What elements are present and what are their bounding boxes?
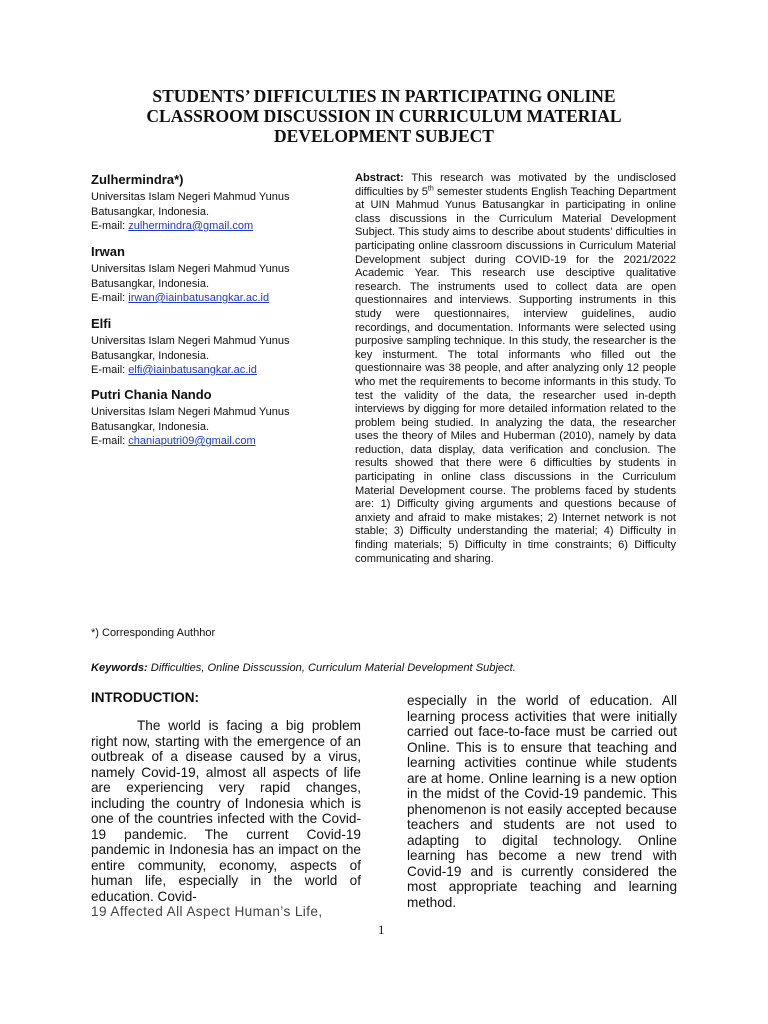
author-block (91, 316, 290, 378)
author-block (91, 387, 290, 449)
author-location: Batusangkar, Indonesia. (91, 205, 210, 218)
author-block (91, 244, 290, 306)
title-line-3: DEVELOPMENT SUBJECT (274, 126, 494, 146)
author-email-line (91, 219, 290, 234)
author-email-line (91, 363, 290, 378)
author-affiliation: Universitas Islam Negeri Mahmud Yunus (91, 335, 290, 347)
author-block (91, 172, 290, 234)
page-number: 1 (378, 922, 385, 937)
author-name: Irwan (91, 244, 125, 259)
author-affiliation: Universitas Islam Negeri Mahmud Yunus (91, 191, 290, 203)
email-label: E-mail: (91, 364, 129, 376)
author-affiliation: Universitas Islam Negeri Mahmud Yunus (91, 406, 290, 418)
email-label: E-mail: (91, 220, 129, 232)
author-email-link[interactable]: zulhermindra@gmail.com (128, 220, 254, 232)
author-name: Zulhermindra*) (91, 172, 184, 187)
author-location: Batusangkar, Indonesia. (91, 277, 210, 290)
abstract-text-rest: semester students English Teaching Department at UIN Mahmud Yunus Batusangkar in participating in online class discussions in the Curriculum Material Development Subject. This study aims to describe about students’ difficulties in participating online classroom discussions in Curriculum Material Development subject during COVID-19 for the 2021/2022 Academic Year. This research use desciptive qualitative research. The instruments used to collect data are open questionnaires and interviews. Supporting instruments in this study were questionnaires, interview guidelines, audio recordings, and documentation. Informants were selected using purposive sampling technique. In this study, the researcher is the key insturment. The total informants who filled out the questionnaire was 38 people, and after analyzing only 12 people who met the requirements to become informants in this study. To test the validity of the data, the researcher used in-depth interviews by digging for more detailed information related to the problem being studied. In analyzing the data, the researcher uses the theory of Miles and Huberman (2010), namely by data reduction, data display, data verification and conclusion. The results showed that there were 6 difficulties by students in participating in online class discussions in the Curriculum Material Development course. The problems faced by students are: 1) Difficulty giving arguments and questions because of anxiety and afraid to make mistakes; 2) Internet network is not stable; 3) Difficulty understanding the material; 4) Difficulty in finding materials; 5) Difficulty in time constraints; 6) Difficulty communicating and sharing. (355, 185, 676, 565)
abstract-text-start: This research was motivated by the undisclosed difficulties by 5 (355, 172, 676, 198)
section-heading-introduction: INTRODUCTION: (91, 690, 199, 705)
email-label: E-mail: (91, 292, 129, 304)
email-label: E-mail: (91, 435, 129, 447)
author-location: Batusangkar, Indonesia. (91, 349, 210, 362)
author-email-line (91, 434, 290, 449)
author-name: Elfi (91, 316, 112, 331)
keywords-label: Keywords: (91, 662, 148, 674)
paper-title (95, 86, 673, 146)
author-affiliation: Universitas Islam Negeri Mahmud Yunus (91, 263, 290, 275)
ordinal-superscript: th (427, 184, 434, 192)
keywords (91, 662, 691, 674)
corresponding-author-note: *) Corresponding Authhor (91, 627, 216, 639)
author-email-link[interactable]: elfi@iainbatusangkar.ac.id (128, 364, 257, 376)
abstract-label: Abstract: (355, 172, 404, 184)
introduction-right-column (407, 693, 677, 910)
author-email-link[interactable]: irwan@iainbatusangkar.ac.id (128, 292, 270, 304)
introduction-paragraph: The world is facing a big problem right now, starting with the emergence of an outbreak of a disease caused by a virus, namely Covid-19, almost all aspects of life are experiencing very rapid changes, including the country of Indonesia which is one of the countries infected with the Covid-19 pandemic. The current Covid-19 pandemic in Indonesia has an impact on the entire community, economy, aspects of human life, especially in the world of education. Covid- (91, 718, 361, 904)
introduction-cut-line: 19 Affected All Aspect Human’s Life, (91, 904, 323, 919)
title-line-1: STUDENTS’ DIFFICULTIES IN PARTICIPATING ONLINE (152, 86, 616, 106)
introduction-paragraph-continued: especially in the world of education. All learning process activities that were initially carried out face-to-face must be carried out Online. This is to ensure that teaching and learning activities continue while students are at home. Online learning is a new option in the midst of the Covid-19 pandemic. This phenomenon is not easily accepted because teachers and students are not used to adapting to digital technology. Online learning has become a new trend with Covid-19 and is currently considered the most appropriate teaching and learning method. (407, 693, 677, 910)
author-location: Batusangkar, Indonesia. (91, 420, 210, 433)
author-email-line (91, 291, 290, 306)
abstract (355, 172, 676, 566)
author-name: Putri Chania Nando (91, 387, 212, 402)
introduction-left-column (91, 718, 361, 920)
author-email-link[interactable]: chaniaputri09@gmail.com (128, 435, 256, 447)
title-line-2: CLASSROOM DISCUSSION IN CURRICULUM MATERIAL (146, 106, 622, 126)
keywords-text: Difficulties, Online Disscussion, Curriculum Material Development Subject. (147, 662, 516, 674)
